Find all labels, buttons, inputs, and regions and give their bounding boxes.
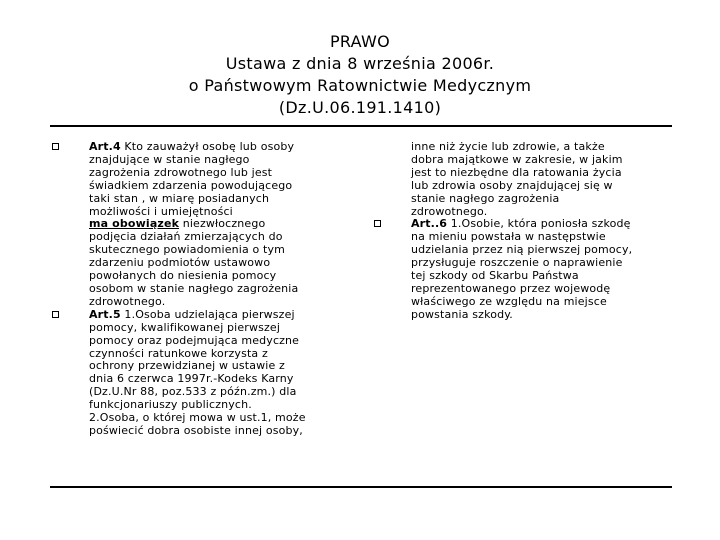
bottom-divider [50, 486, 672, 488]
art4-line: zdarzeniu podmiotów ustawowo [89, 256, 271, 270]
title-line-4: (Dz.U.06.191.1410) [278, 98, 442, 117]
art4-line: zdrowotnego. [89, 294, 166, 308]
art5-cont-line: stanie nagłego zagrożenia [411, 191, 560, 205]
art6-line: tej szkody od Skarbu Państwa [411, 269, 579, 283]
art5-cont-line: lub zdrowia osoby znajdującej się w [411, 178, 613, 192]
art6-line: 1.Osobie, która poniosła szkodę [447, 217, 631, 231]
art4-label: Art.4 [89, 140, 121, 153]
article-5-continuation [374, 141, 674, 218]
art6-line: reprezentowanego przez wojewodę [411, 281, 611, 295]
art4-line: podjęcia działań zmierzających do [89, 230, 283, 244]
art4-emphasis: ma obowiązek [89, 217, 180, 231]
art5-cont-line: zdrowotnego. [411, 204, 488, 218]
art4-line: niezwłocznego [179, 217, 266, 231]
art6-line: na mieniu powstała w następstwie [411, 230, 606, 244]
art6-line: udzielania przez nią pierwszej pomocy, [411, 243, 633, 257]
left-column [52, 141, 352, 438]
art4-line: Kto zauważył osobę lub osoby [120, 140, 295, 153]
article-6 [374, 218, 674, 321]
title-line-3: o Państwowym Ratownictwie Medycznym [188, 76, 532, 95]
art5-label: Art.5 [89, 307, 121, 321]
square-bullet-icon [52, 143, 59, 150]
art4-line: skutecznego powiadomienia o tym [89, 243, 286, 257]
art4-line: osobom w stanie nagłego zagrożenia [89, 281, 299, 295]
square-bullet-icon [374, 220, 381, 227]
right-column [374, 141, 674, 322]
art5-line: pomocy oraz podejmująca medyczne [89, 333, 300, 347]
art5-cont-line: inne niż życie lub zdrowie, a także [411, 140, 605, 153]
art5-line: czynności ratunkowe korzysta z [89, 346, 268, 360]
art5-line: poświecić dobra osobiste innej osoby, [89, 423, 303, 437]
top-divider [50, 125, 672, 127]
art5-line: pomocy, kwalifikowanej pierwszej [89, 320, 281, 334]
art5-cont-line: jest to niezbędne dla ratowania życia [411, 165, 622, 179]
art6-line: właściwego ze względu na miejsce [411, 294, 607, 308]
art6-line: powstania szkody. [411, 307, 513, 321]
square-bullet-icon [52, 311, 59, 318]
article-4 [52, 141, 352, 309]
art5-line: 2.Osoba, o której mowa w ust.1, może [89, 411, 306, 425]
art4-line: możliwości i umiejętności [89, 204, 233, 218]
art5-line: 1.Osoba udzielająca pierwszej [120, 307, 295, 321]
art5-cont-line: dobra majątkowe w zakresie, w jakim [411, 152, 623, 166]
art4-line: powołanych do niesienia pomocy [89, 269, 277, 283]
art5-line: (Dz.U.Nr 88, poz.533 z późn.zm.) dla [89, 385, 297, 399]
article-5 [52, 309, 352, 438]
art4-line: zagrożenia zdrowotnego lub jest [89, 165, 273, 179]
art4-line: znajdujące w stanie nagłego [89, 152, 250, 166]
art6-line: przysługuje roszczenie o naprawienie [411, 256, 623, 270]
art5-line: ochrony przewidzianej w ustawie z [89, 359, 285, 373]
art4-line: taki stan , w miarę posiadanych [89, 191, 270, 205]
slide-title [0, 31, 720, 119]
title-line-1: PRAWO [329, 32, 391, 51]
art5-line: dnia 6 czerwca 1997r.-Kodeks Karny [89, 372, 294, 386]
art4-line: świadkiem zdarzenia powodującego [89, 178, 293, 192]
art6-label: Art..6 [411, 217, 448, 231]
art5-line: funkcjonariuszy publicznych. [89, 398, 252, 412]
title-line-2: Ustawa z dnia 8 września 2006r. [225, 54, 495, 73]
